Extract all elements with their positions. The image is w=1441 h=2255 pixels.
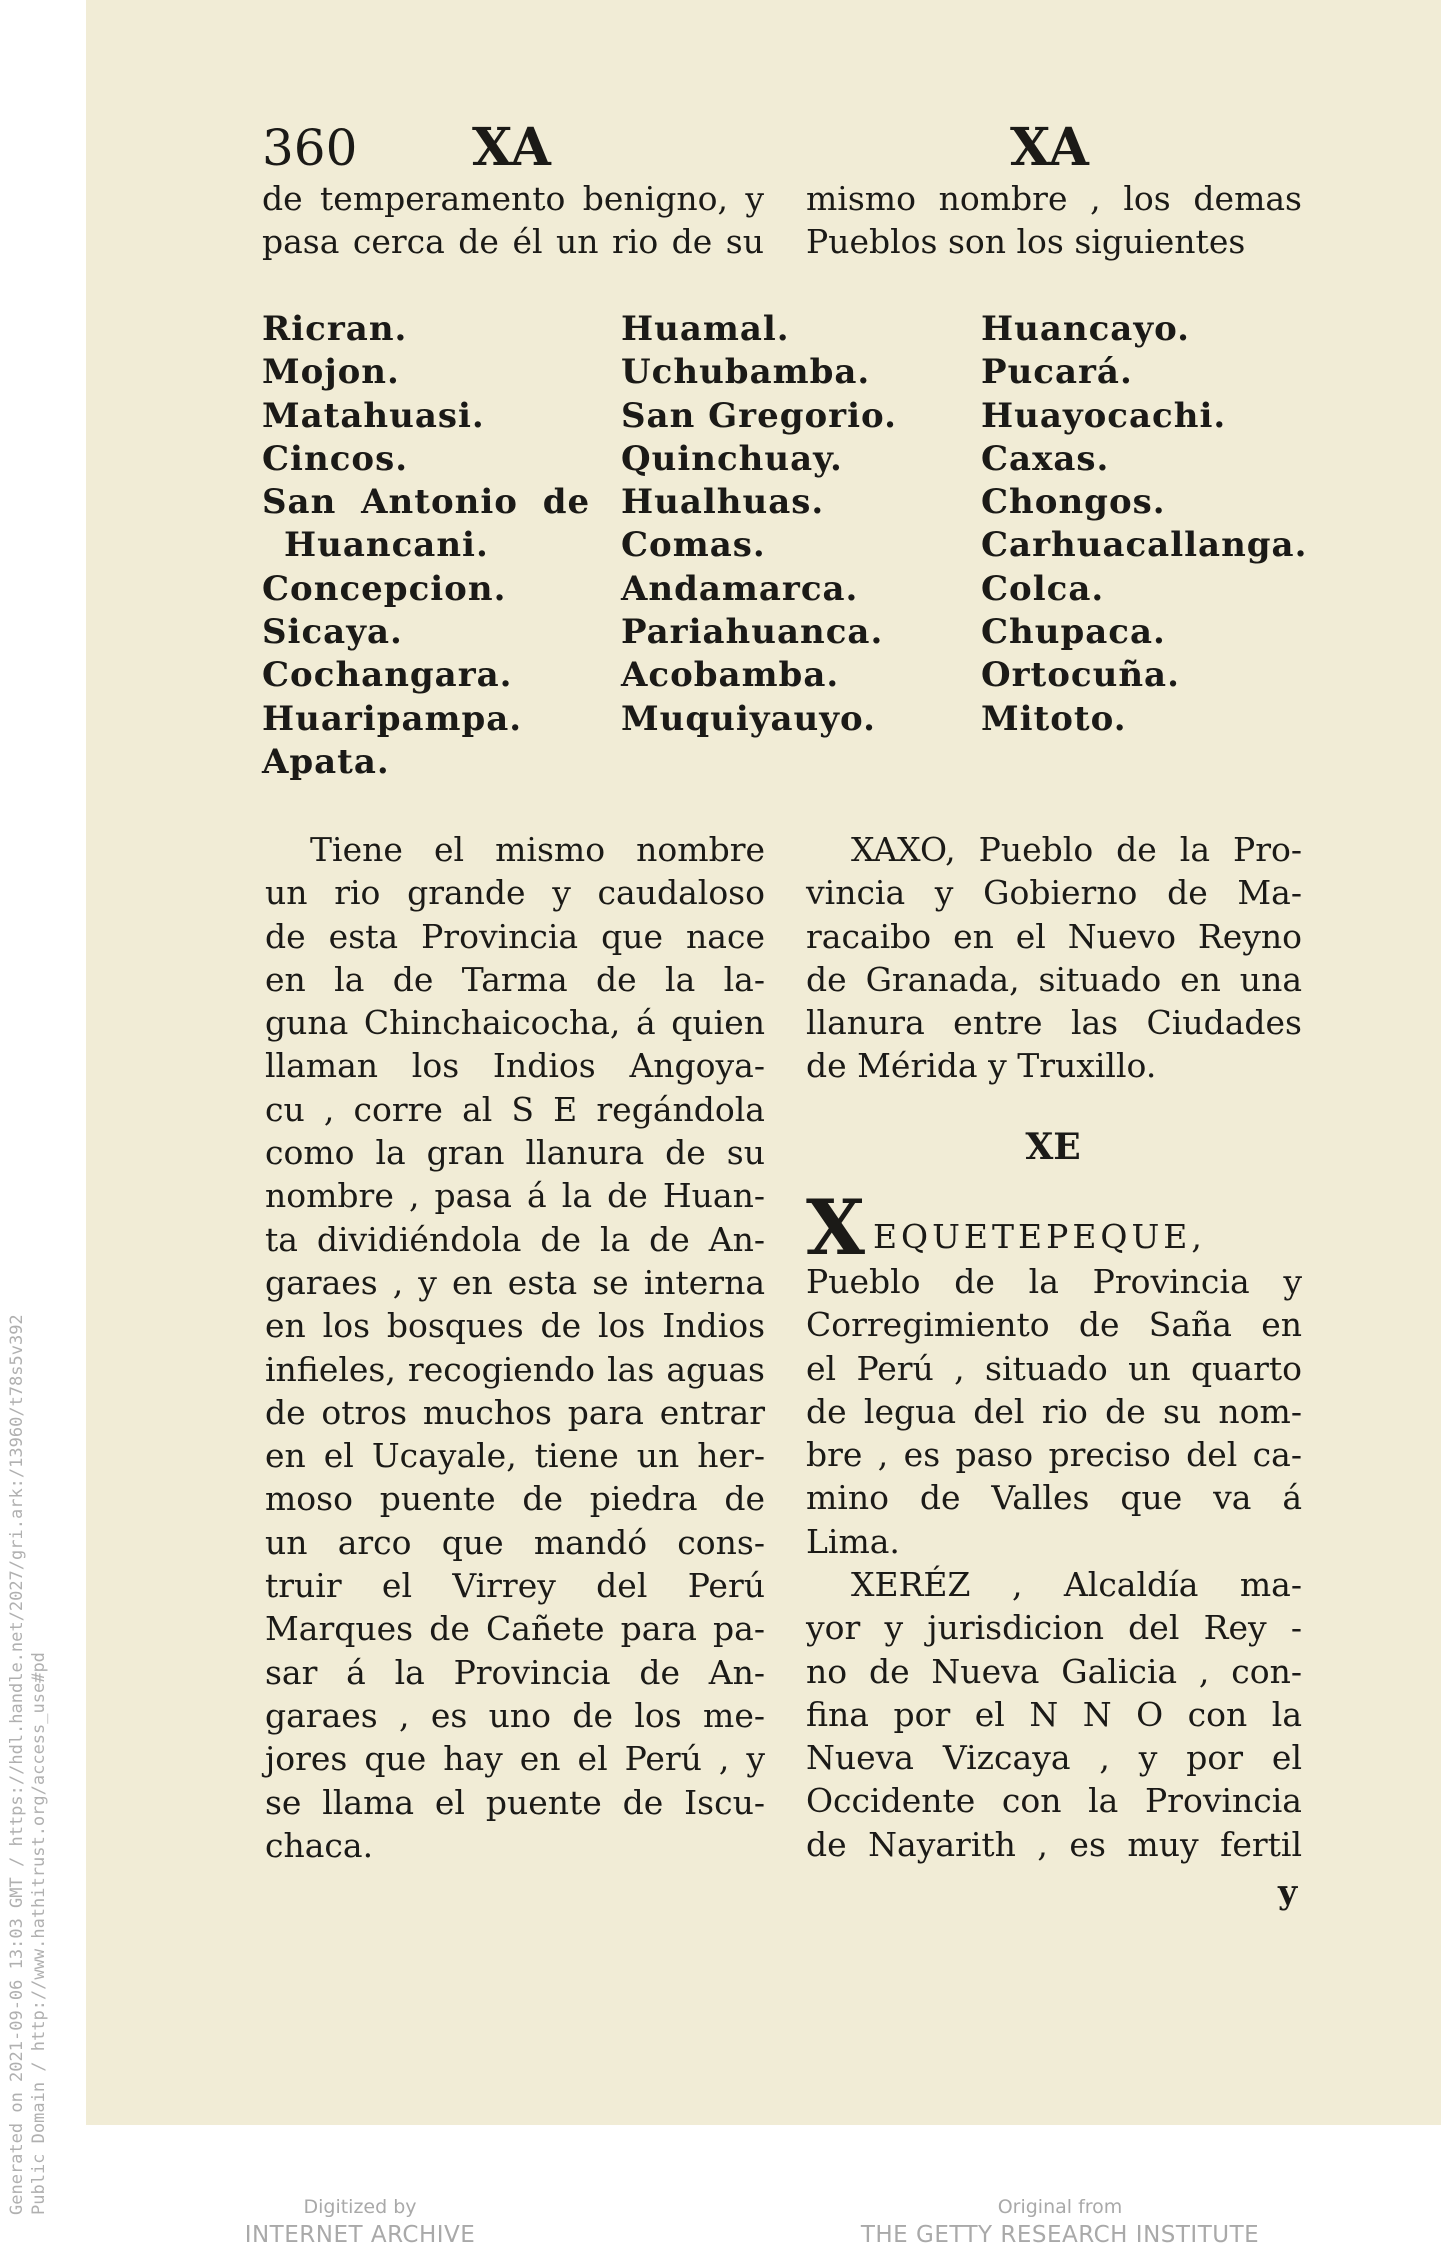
text-line: bre , es paso preciso del ca- [806,1435,1302,1475]
text-line: en los bosques de los Indios [265,1306,765,1346]
watermark-line-2: Public Domain / http://www.hathitrust.org/access_use#pd [29,1652,49,2215]
text-line: mismo nombre , los demas [806,179,1302,218]
town-name: Huamal. [621,309,790,349]
town-name: Huancani. [284,525,489,566]
town-name: Colca. [981,568,1105,609]
text-line: Marques de Cañete para pa- [265,1609,765,1649]
town-name: Huaripampa. [262,698,523,739]
text-line: ta dividiéndola de la de An- [265,1219,765,1259]
text-line: Corregimiento de Saña en [806,1305,1302,1345]
xequetepeque-body [806,1260,1302,1563]
text-line: Pueblo de la Provincia y [806,1262,1302,1301]
town-name: Concepcion. [262,568,507,609]
town-name: Chongos. [981,482,1166,523]
text-line: XERÉZ , Alcaldía ma- [851,1565,1302,1604]
town-name: Acobamba. [621,655,840,696]
text-line: truir el Virrey del Perú [265,1566,765,1606]
text-line: infieles, recogiendo las aguas [265,1349,765,1389]
text-line: XAXO, Pueblo de la Pro- [851,830,1302,869]
town-name: San Antonio de [262,482,591,523]
text-line: se llama el puente de Iscu- [265,1782,765,1822]
right-running-head: XA [1010,117,1089,178]
text-line: moso puente de piedra de [265,1479,765,1519]
text-line: Pueblos son los siguientes [806,222,1246,262]
text-line: de legua del rio de su nom- [806,1391,1302,1431]
text-line: nombre , pasa á la de Huan- [265,1176,765,1216]
text-line: el Perú , situado un quarto [806,1348,1302,1388]
text-line: vincia y Gobierno de Ma- [806,873,1302,913]
town-name: Sicaya. [262,612,403,653]
town-name: Andamarca. [621,568,859,609]
text-line: Lima. [806,1521,900,1561]
town-name: Cincos. [262,438,409,479]
town-name: Huancayo. [981,309,1190,349]
xaxo-entry [806,828,1302,1088]
section-heading: XE [1025,1126,1081,1168]
catchword: y [1278,1872,1298,1911]
text-line: en el Ucayale, tiene un her- [265,1436,765,1476]
text-line: yor y jurisdicion del Rey - [806,1608,1302,1648]
text-line: pasa cerca de él un rio de su [262,222,764,262]
text-line: de Nayarith , es muy fertil [806,1824,1302,1864]
text-line: llanura entre las Ciudades [806,1003,1302,1043]
text-line: en la de Tarma de la la- [265,959,765,999]
entry-heading-rest: EQUETEPEQUE, [872,1217,1206,1256]
text-line: de otros muchos para entrar [265,1392,765,1432]
watermark-line-1: Generated on 2021-09-06 13:03 GMT / https://hdl.handle.net/2027/gri.ark:/13960/t78s5v392 [7,1314,27,2215]
text-line: de temperamento benigno, y [262,179,764,218]
text-line: mino de Valles que va á [806,1478,1302,1518]
text-line: guna Chinchaicocha, á quien [265,1003,765,1043]
text-line: jores que hay en el Perú , y [265,1739,765,1779]
text-line: Occidente con la Provincia [806,1781,1302,1821]
text-line: Nueva Vizcaya , y por el [806,1738,1302,1778]
text-line: garaes , y en esta se interna [265,1262,765,1302]
text-line: como la gran llanura de su [265,1133,765,1173]
town-name: Matahuasi. [262,395,485,436]
town-name: Carhuacallanga. [981,525,1308,566]
town-name: Mojon. [262,352,400,393]
digitized-by-credit [220,2196,500,2248]
text-line: de Granada, situado en una [806,959,1302,999]
town-name: Uchubamba. [621,352,871,393]
text-line: sar á la Provincia de An- [265,1652,765,1692]
text-line: cu , corre al S E regándola [265,1089,765,1129]
town-list-column-2 [621,308,897,741]
credit-source: INTERNET ARCHIVE [244,2222,476,2248]
river-paragraph [265,828,765,1867]
town-name: Pucará. [981,352,1133,393]
xequetepeque-entry [806,1183,1302,1272]
text-line: llaman los Indios Angoya- [265,1046,765,1086]
text-line: fina por el N N O con la [806,1694,1302,1734]
credit-label: Digitized by [303,2196,417,2218]
text-line: de Mérida y Truxillo. [806,1046,1157,1086]
left-running-head: XA [472,117,551,178]
text-line: Tiene el mismo nombre [310,830,765,869]
town-name: Huayocachi. [981,395,1227,436]
original-from-credit [860,2196,1260,2248]
town-name: Caxas. [981,438,1110,479]
town-name: Hualhuas. [621,482,825,523]
text-line: no de Nueva Galicia , con- [806,1651,1302,1691]
top-right-text [806,177,1302,264]
top-left-text [262,177,764,264]
dropcap-line [806,1183,1302,1272]
text-line: garaes , es uno de los me- [265,1695,765,1735]
access-watermark [6,1075,50,2215]
town-name: San Gregorio. [621,395,897,436]
text-line: un rio grande y caudaloso [265,873,765,913]
town-name: Ricran. [262,309,408,349]
town-name: Apata. [262,741,390,782]
credit-label: Original from [997,2196,1123,2218]
town-name: Cochangara. [262,655,513,696]
text-line: chaca. [265,1825,374,1865]
text-line: racaibo en el Nuevo Reyno [806,916,1302,956]
xerez-entry [806,1563,1302,1866]
town-name: Chupaca. [981,612,1166,653]
text-line: un arco que mandó cons- [265,1522,765,1562]
text-line: de esta Provincia que nace [265,916,765,956]
town-name: Mitoto. [981,698,1127,739]
town-name: Muquiyauyo. [621,698,876,739]
town-list-column-1 [262,308,590,784]
town-name: Pariahuanca. [621,612,884,653]
credit-source: THE GETTY RESEARCH INSTITUTE [860,2222,1260,2248]
town-name: Quinchuay. [621,438,843,479]
town-list-column-3 [981,308,1307,741]
town-name: Comas. [621,525,766,566]
town-name: Ortocuña. [981,655,1180,696]
page-number: 360 [262,119,358,177]
drop-cap-letter: X [806,1183,869,1272]
